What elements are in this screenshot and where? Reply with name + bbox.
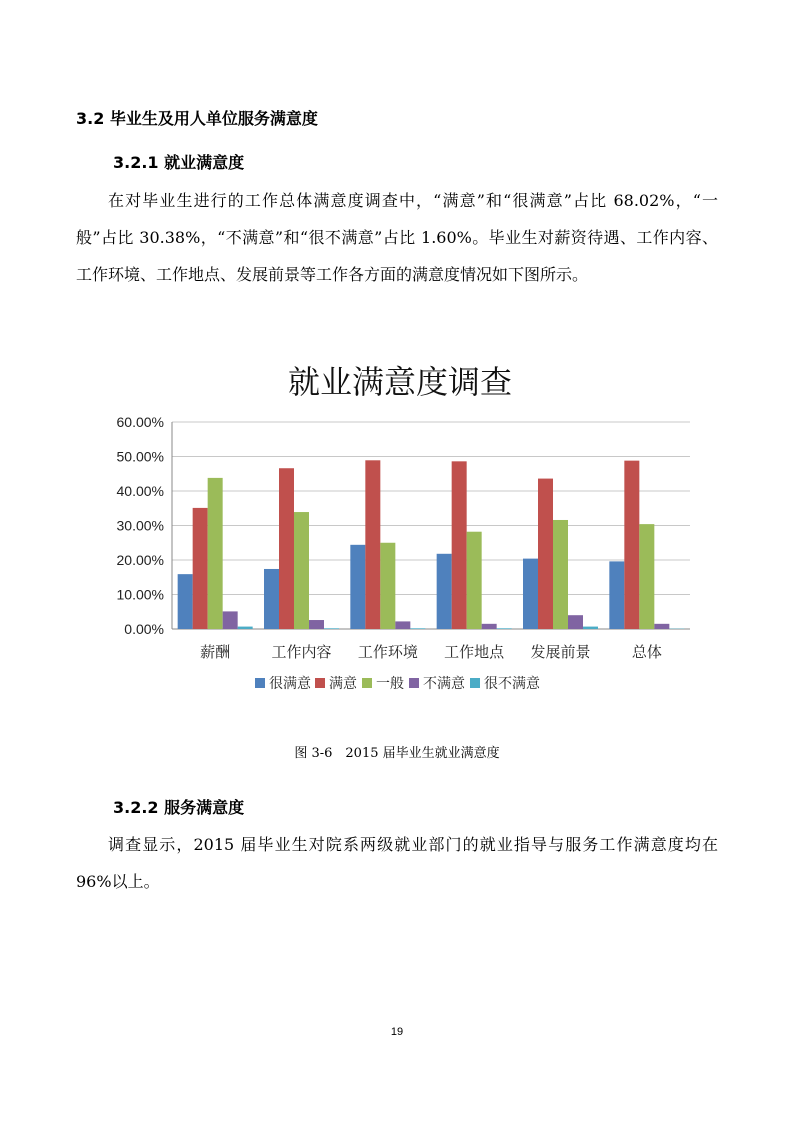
y-tick-label: 60.00% — [116, 414, 164, 430]
subsection-heading-service-satisfaction: 3.2.2 服务满意度 — [113, 798, 245, 817]
bar-很满意-工作内容 — [264, 569, 279, 629]
chart-title: 就业满意度调查 — [287, 363, 513, 401]
bar-很不满意-薪酬 — [238, 627, 253, 629]
bar-很满意-发展前景 — [523, 559, 538, 629]
bar-满意-工作内容 — [279, 468, 294, 629]
bar-很满意-薪酬 — [178, 574, 193, 629]
bar-不满意-工作环境 — [395, 621, 410, 629]
bar-很不满意-工作环境 — [410, 628, 425, 629]
bar-满意-工作地点 — [452, 461, 467, 629]
legend-label: 很不满意 — [484, 676, 540, 692]
bar-一般-工作环境 — [380, 543, 395, 629]
legend-swatch — [409, 678, 419, 688]
y-tick-label: 20.00% — [116, 552, 164, 568]
bar-很不满意-发展前景 — [583, 627, 598, 629]
legend-label: 不满意 — [423, 676, 465, 692]
bar-一般-薪酬 — [208, 478, 223, 629]
bar-满意-工作环境 — [365, 460, 380, 629]
section-heading: 3.2 毕业生及用人单位服务满意度 — [76, 109, 318, 128]
legend-label: 一般 — [376, 676, 404, 692]
bar-很满意-工作环境 — [350, 545, 365, 629]
x-category-label: 工作地点 — [444, 643, 505, 661]
y-tick-label: 50.00% — [116, 448, 164, 465]
bar-一般-发展前景 — [553, 520, 568, 629]
job-satisfaction-paragraph: 在对毕业生进行的工作总体满意度调查中，“满意”和“很满意”占比 68.02%，“一般”占比 30.38%，“不满意”和“很不满意”占比 1.60%。毕业生对薪资待遇、工作内容、工作环境、工作地点、发展前景等工作各方面的满意度情况如下图所示。 — [76, 191, 718, 284]
bar-很满意-工作地点 — [437, 554, 452, 629]
bar-一般-工作内容 — [294, 512, 309, 629]
y-tick-label: 0.00% — [124, 621, 164, 637]
bar-一般-工作地点 — [467, 532, 482, 629]
legend-swatch — [315, 678, 325, 688]
bar-很不满意-工作地点 — [497, 628, 512, 629]
bar-满意-薪酬 — [193, 508, 208, 629]
bar-不满意-工作地点 — [482, 624, 497, 629]
x-category-label: 薪酬 — [200, 643, 231, 661]
service-satisfaction-paragraph: 调查显示，2015 届毕业生对院系两级就业部门的就业指导与服务工作满意度均在 96%以上。 — [76, 835, 718, 891]
legend-label: 满意 — [329, 676, 357, 692]
bar-很满意-总体 — [609, 561, 624, 629]
bar-满意-发展前景 — [538, 479, 553, 629]
bar-不满意-薪酬 — [223, 611, 238, 629]
bar-不满意-发展前景 — [568, 615, 583, 629]
legend-label: 很满意 — [269, 676, 311, 692]
legend-swatch — [255, 678, 265, 688]
bar-不满意-总体 — [654, 624, 669, 629]
legend-swatch — [470, 678, 480, 688]
subsection-heading-job-satisfaction: 3.2.1 就业满意度 — [113, 153, 245, 172]
x-category-label: 工作内容 — [271, 643, 332, 661]
x-category-label: 发展前景 — [530, 643, 591, 661]
satisfaction-bar-chart — [90, 355, 710, 715]
legend-swatch — [362, 678, 372, 688]
figure-caption: 图 3-6 2015 届毕业生就业满意度 — [294, 746, 500, 761]
bar-很不满意-工作内容 — [324, 628, 339, 629]
y-tick-label: 40.00% — [116, 483, 164, 499]
page-number: 19 — [390, 1026, 404, 1038]
x-category-label: 总体 — [631, 643, 662, 661]
bar-不满意-工作内容 — [309, 620, 324, 629]
y-tick-label: 30.00% — [116, 517, 164, 534]
y-tick-label: 10.00% — [116, 586, 164, 603]
x-category-label: 工作环境 — [357, 643, 418, 661]
bar-一般-总体 — [639, 524, 654, 629]
bar-满意-总体 — [624, 461, 639, 629]
